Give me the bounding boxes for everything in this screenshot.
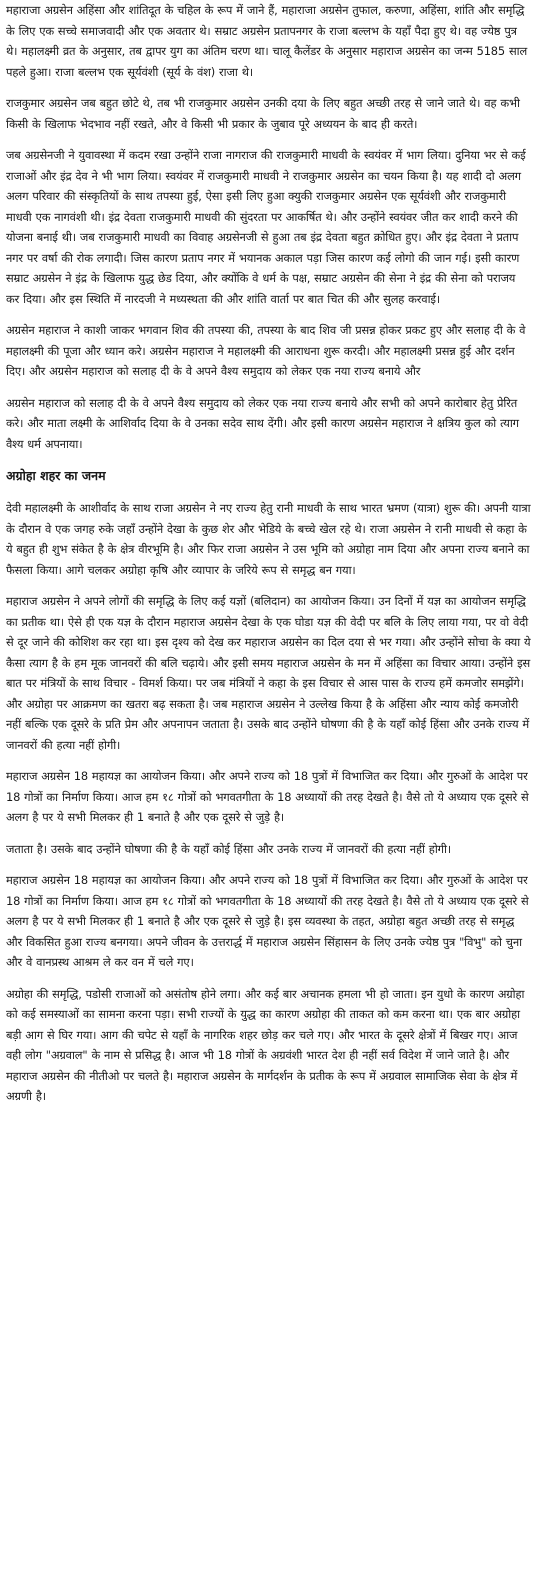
paragraph-marriage: जब अग्रसेनजी ने युवावस्था में कदम रखा उन्होंने राजा नागराज की राजकुमारी माधवी के स्वयंवर में भाग लिया। दुनिया भर से कई राजाओं और इंद्र देव ने भी भाग लिया। स्वयंवर में राजकुमारी माधवी ने राजकुमार अग्रसेन का चयन किया है। यह शादी दो अलग अलग परिवार की संस्कृतियों के साथ तपस्या हुई, ऐसा इसी लिए हुआ क्युकी राजकुमार अग्रसेन एक सूर्यवंशी और राजकुमारी माधवी एक नागवंशी थी। इंद्र देवता राजकुमारी माधवी की सुंदरता पर आकर्षित थे। और उन्होंने स्वयंवर जीत कर शादी करने की योजना बनाई थी। जब राजकुमारी माधवी का विवाह अग्रसेनजी से हुआ तब इंद्र देवता बहुत क्रोधित हुए। और इंद्र देवता ने प्रताप नगर पर वर्षा की रोक लगादी। जिस कारण प्रताप नगर में भयानक अकाल पड़ा जिस कारण कई लोगो की जान गई। इसी कारण सम्राट अग्रसेन ने इंद्र के खिलाफ युद्ध छेड दिया, और क्योंकि वे धर्म के पक्ष, सम्राट अग्रसेन की सेना ने इंद्र की सेना को पराजय कर दिया। और इस स्थिति में नारदजी ने मध्यस्थता की और शांति वार्ता पर बात चित की और सुलह करवाई। <box>6 148 526 306</box>
section-heading: अग्रोहा शहर का जनम <box>6 468 106 483</box>
paragraph-penance: अग्रसेन महाराज ने काशी जाकर भगवान शिव की तपस्या की, तपस्या के बाद शिव जी प्रसन्न होकर प्रकट हुए और सलाह दी के वे महालक्ष्मी की पूजा और ध्यान करे। अग्रसेन महाराज ने महालक्ष्मी की आराधना शुरू करदी। और महालक्ष्मी प्रसन्न हुई और दर्शन दिए। और अग्रसेन महाराज को सलाह दी के वे अपने वैश्य समुदाय को लेकर एक नया राज्य बनाये और <box>6 323 526 378</box>
paragraph-decline: अग्रोहा की समृद्धि, पडोसी राजाओं को असंतोष होने लगा। और कई बार अचानक हमला भी हो जाता। इन युधो के कारण अग्रोहा को कई समस्याओं का सामना करना पड़ा। सभी राज्यों के युद्ध का कारण अग्रोहा की ताकत को कम करना था। एक बार अग्रोहा बड़ी आग से घिर गया। आग की चपेट से यहाँ के नागरिक शहर छोड़ कर चले गए। और भारत के दूसरे क्षेत्रों में बिखर गए। आज वही लोग "अग्रवाल" के नाम से प्रसिद्ध है। आज भी 18 गोत्रों के अग्रवंशी भारत देश ही नहीं सर्व विदेश में जाने जाते है। और महाराज अग्रसेन की नीतीओ पर चलते है। महाराज अग्रसेन के मार्गदर्शन के प्रतीक के रूप में अग्रवाल सामाजिक सेवा के क्षेत्र में अग्रणी है। <box>6 986 525 1103</box>
paragraph-repeat-declaration: जताता है। उसके बाद उन्होंने घोषणा की है के यहाँ कोई हिंसा और उनके राज्य में जानवरों की हत्या नहीं होगी। <box>6 841 452 856</box>
paragraph-gotras-succession: महाराज अग्रसेन 18 महायज्ञ का आयोजन किया। और अपने राज्य को 18 पुत्रों में विभाजित कर दिया। और गुरुओं के आदेश पर 18 गोत्रों का निर्माण किया। आज हम १८ गोत्रों को भगवतगीता के 18 अध्यायों की तरह देखते है। वैसे तो ये अध्याय एक दूसरे से अलग है पर ये सभी मिलकर ही 1 बनाते है और एक दूसरे से जुड़े है। इस व्यवस्था के तहत, अग्रोहा बहुत अच्छी तरह से समृद्ध और विकसित हुआ राज्य बनगया। अपने जीवन के उत्तरार्द्ध में महाराज अग्रसेन सिंहासन के लिए उनके ज्येष्ठ पुत्र "विभु" को चुना और वे वानप्रस्थ आश्रम ले कर वन में चले गए। <box>6 873 529 969</box>
paragraph-vaishya: अग्रसेन महाराज को सलाह दी के वे अपने वैश्य समुदाय को लेकर एक नया राज्य बनाये और सभी को अपने कारोबार हेतु प्रेरित करे। और माता लक्ष्मी के आशिर्वाद दिया के वे उनका सदेव साथ देंगी। और इसी कारण अग्रसेन महाराज ने क्षत्रिय कुल को त्याग वैश्य धर्म अपनाया। <box>6 395 519 451</box>
paragraph-intro: महाराजा अग्रसेन अहिंसा और शांतिदूत के चहिल के रूप में जाने हैं, महाराजा अग्रसेन तुफाल, करुणा, अहिंसा, शांति और समृद्धि के लिए एक सच्चे समाजवादी और एक अवतार थे। सम्राट अग्रसेन प्रतापनगर के राजा बल्लभ के यहाँ पैदा हुए थे। वह ज्येष्ठ पुत्र थे। महालक्ष्मी व्रत के अनुसार, तब द्वापर युग का अंतिम चरण था। चालू कैलेंडर के अनुसार महाराज अग्रसेन का जन्म 5185 साल पहले हुआ। राजा बल्लभ एक सूर्यवंशी (सूर्य के वंश) राजा थे। <box>6 3 528 79</box>
paragraph-yagna: महाराज अग्रसेन ने अपने लोगों की समृद्धि के लिए कई यज्ञों (बलिदान) का आयोजन किया। उन दिनों में यज्ञ का आयोजन समृद्धि का प्रतीक था। ऐसे ही एक यज्ञ के दौरान महाराज अग्रसेन देखा के एक घोडा यज्ञ की वेदी पर बलि के लिए लाया गया, पर वो वेदी से दूर जाने की कोशिश कर रहा था। इस दृश्य को देख कर महाराज अग्रसेन का दिल दया से भर गया। और उन्होंने सोचा के क्या ये कैसा त्याग है के हम मूक जानवरों की बलि चढ़ाये। और इसी समय महाराज अग्रसेन के मन में अहिंसा का विचार आया। उन्होंने इस बात पर मंत्रियों के साथ विचार - विमर्श किया। पर जब मंत्रियों ने कहा के इस विचार से आस पास के राज्य हमें कमजोर समझेंगे। और अग्रोहा पर आक्रमण का खतरा बढ़ सकता है। जब महाराज अग्रसेन ने उल्लेख किया है के अहिंसा और न्याय कोई कमजोरी नहीं बल्कि एक दूसरे के प्रति प्रेम और अपनापन जताता है। उसके बाद उन्होंने घोषणा की है के यहाँ कोई हिंसा और उनके राज्य में जानवरों की हत्या नहीं होगी। <box>6 594 531 752</box>
paragraph-gotras: महाराज अग्रसेन 18 महायज्ञ का आयोजन किया। और अपने राज्य को 18 पुत्रों में विभाजित कर दिया। और गुरुओं के आदेश पर 18 गोत्रों का निर्माण किया। आज हम १८ गोत्रों को भगवतगीता के 18 अध्यायों की तरह देखते है। वैसे तो ये अध्याय एक दूसरे से अलग है पर ये सभी मिलकर ही 1 बनाते है और एक दूसरे से जुड़े है। <box>6 769 529 824</box>
paragraph-childhood: राजकुमार अग्रसेन जब बहुत छोटे थे, तब भी राजकुमार अग्रसेन उनकी दया के लिए बहुत अच्छी तरह से जाने जाते थे। वह कभी किसी के खिलाफ भेदभाव नहीं रखते, और वे किसी भी प्रकार के जुबाव पूरे अध्ययन के बाद ही करते। <box>6 96 520 131</box>
paragraph-journey: देवी महालक्ष्मी के आशीर्वाद के साथ राजा अग्रसेन ने नए राज्य हेतु रानी माधवी के साथ भारत भ्रमण (यात्रा) शुरू की। अपनी यात्रा के दौरान वे एक जगह रुके जहाँ उन्होंने देखा के कुछ शेर और भेडिये के बच्चे खेल रहे थे। राजा अग्रसेन ने रानी माधवी से कहा के ये बहुत ही शुभ संकेत है के क्षेत्र वीरभूमि है। और फिर राजा अग्रसेन ने उस भूमि को अग्रोहा नाम दिया और अपना राज्य बनाने का फैसला किया। आगे चलकर अग्रोहा कृषि और व्यापार के जरिये रूप से समृद्ध बन गया। <box>6 501 531 577</box>
